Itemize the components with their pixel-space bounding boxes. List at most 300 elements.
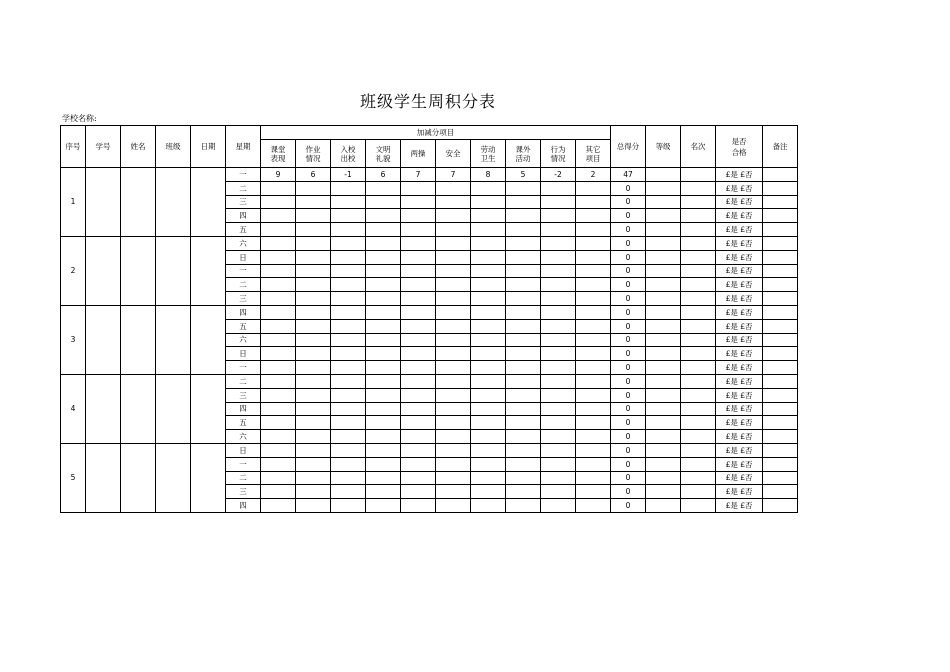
score-cell[interactable] [296, 374, 331, 388]
score-cell[interactable] [471, 250, 506, 264]
remark-cell[interactable] [763, 305, 798, 319]
score-cell[interactable] [261, 333, 296, 347]
student-id-cell[interactable] [86, 305, 121, 374]
remark-cell[interactable] [763, 416, 798, 430]
grade-cell[interactable] [646, 181, 681, 195]
score-cell[interactable] [331, 457, 366, 471]
score-cell[interactable] [471, 195, 506, 209]
score-cell[interactable] [436, 181, 471, 195]
pass-checkbox-cell[interactable]: £是 £否 [716, 388, 763, 402]
score-cell[interactable] [541, 361, 576, 375]
grade-cell[interactable] [646, 402, 681, 416]
score-cell[interactable] [471, 305, 506, 319]
grade-cell[interactable] [646, 430, 681, 444]
score-cell[interactable] [471, 264, 506, 278]
score-cell[interactable] [401, 209, 436, 223]
remark-cell[interactable] [763, 195, 798, 209]
pass-checkbox-cell[interactable]: £是 £否 [716, 195, 763, 209]
score-cell[interactable] [296, 292, 331, 306]
score-cell[interactable] [436, 209, 471, 223]
score-cell[interactable] [576, 181, 611, 195]
score-cell[interactable] [506, 223, 541, 237]
name-cell[interactable] [121, 374, 156, 443]
pass-checkbox-cell[interactable]: £是 £否 [716, 443, 763, 457]
rank-cell[interactable] [681, 319, 716, 333]
score-cell[interactable] [331, 278, 366, 292]
score-cell[interactable] [366, 416, 401, 430]
grade-cell[interactable] [646, 278, 681, 292]
pass-checkbox-cell[interactable]: £是 £否 [716, 264, 763, 278]
grade-cell[interactable] [646, 292, 681, 306]
score-cell[interactable] [401, 347, 436, 361]
score-cell[interactable] [366, 333, 401, 347]
score-cell[interactable] [436, 195, 471, 209]
remark-cell[interactable] [763, 430, 798, 444]
pass-checkbox-cell[interactable]: £是 £否 [716, 485, 763, 499]
score-cell[interactable] [261, 305, 296, 319]
pass-checkbox-cell[interactable]: £是 £否 [716, 457, 763, 471]
grade-cell[interactable] [646, 223, 681, 237]
score-cell[interactable] [331, 374, 366, 388]
score-cell[interactable] [296, 347, 331, 361]
rank-cell[interactable] [681, 402, 716, 416]
remark-cell[interactable] [763, 250, 798, 264]
remark-cell[interactable] [763, 264, 798, 278]
score-cell[interactable] [331, 402, 366, 416]
score-cell[interactable] [506, 471, 541, 485]
score-cell[interactable] [401, 278, 436, 292]
score-cell[interactable] [541, 181, 576, 195]
remark-cell[interactable] [763, 388, 798, 402]
student-id-cell[interactable] [86, 168, 121, 237]
grade-cell[interactable] [646, 264, 681, 278]
score-cell[interactable] [261, 443, 296, 457]
score-cell[interactable] [261, 195, 296, 209]
rank-cell[interactable] [681, 278, 716, 292]
score-cell[interactable] [296, 305, 331, 319]
date-cell[interactable] [191, 168, 226, 237]
grade-cell[interactable] [646, 236, 681, 250]
score-cell[interactable] [471, 430, 506, 444]
name-cell[interactable] [121, 443, 156, 512]
rank-cell[interactable] [681, 485, 716, 499]
score-cell[interactable] [436, 443, 471, 457]
score-cell[interactable] [366, 402, 401, 416]
score-cell[interactable] [296, 250, 331, 264]
score-cell[interactable] [366, 457, 401, 471]
score-cell[interactable] [296, 471, 331, 485]
name-cell[interactable] [121, 168, 156, 237]
score-cell[interactable] [541, 347, 576, 361]
score-cell[interactable] [366, 278, 401, 292]
score-cell[interactable] [296, 457, 331, 471]
score-cell[interactable]: 6 [366, 168, 401, 182]
pass-checkbox-cell[interactable]: £是 £否 [716, 292, 763, 306]
score-cell[interactable] [401, 319, 436, 333]
class-cell[interactable] [156, 443, 191, 512]
score-cell[interactable] [261, 347, 296, 361]
score-cell[interactable] [331, 209, 366, 223]
score-cell[interactable] [331, 250, 366, 264]
score-cell[interactable] [506, 361, 541, 375]
score-cell[interactable] [576, 402, 611, 416]
score-cell[interactable] [471, 236, 506, 250]
score-cell[interactable] [471, 402, 506, 416]
score-cell[interactable] [401, 333, 436, 347]
score-cell[interactable] [261, 264, 296, 278]
score-cell[interactable] [541, 457, 576, 471]
pass-checkbox-cell[interactable]: £是 £否 [716, 278, 763, 292]
score-cell[interactable] [436, 430, 471, 444]
score-cell[interactable] [401, 485, 436, 499]
score-cell[interactable] [506, 195, 541, 209]
score-cell[interactable] [471, 292, 506, 306]
score-cell[interactable] [576, 264, 611, 278]
score-cell[interactable] [506, 333, 541, 347]
rank-cell[interactable] [681, 430, 716, 444]
score-cell[interactable] [366, 181, 401, 195]
class-cell[interactable] [156, 305, 191, 374]
score-cell[interactable] [506, 236, 541, 250]
student-id-cell[interactable] [86, 443, 121, 512]
score-cell[interactable] [296, 264, 331, 278]
remark-cell[interactable] [763, 278, 798, 292]
score-cell[interactable]: 5 [506, 168, 541, 182]
score-cell[interactable] [471, 471, 506, 485]
remark-cell[interactable] [763, 402, 798, 416]
score-cell[interactable] [471, 416, 506, 430]
score-cell[interactable] [366, 361, 401, 375]
score-cell[interactable] [401, 430, 436, 444]
score-cell[interactable] [506, 499, 541, 513]
score-cell[interactable] [366, 236, 401, 250]
score-cell[interactable] [436, 347, 471, 361]
score-cell[interactable] [436, 416, 471, 430]
score-cell[interactable]: 7 [401, 168, 436, 182]
score-cell[interactable] [296, 430, 331, 444]
score-cell[interactable] [296, 223, 331, 237]
score-cell[interactable]: 2 [576, 168, 611, 182]
score-cell[interactable]: -1 [331, 168, 366, 182]
rank-cell[interactable] [681, 209, 716, 223]
remark-cell[interactable] [763, 236, 798, 250]
class-cell[interactable] [156, 168, 191, 237]
score-cell[interactable] [471, 361, 506, 375]
score-cell[interactable] [436, 374, 471, 388]
score-cell[interactable] [366, 264, 401, 278]
score-cell[interactable] [366, 319, 401, 333]
score-cell[interactable] [541, 319, 576, 333]
grade-cell[interactable] [646, 195, 681, 209]
pass-checkbox-cell[interactable]: £是 £否 [716, 430, 763, 444]
score-cell[interactable] [576, 430, 611, 444]
score-cell[interactable] [401, 264, 436, 278]
score-cell[interactable] [401, 250, 436, 264]
score-cell[interactable] [366, 347, 401, 361]
score-cell[interactable] [436, 278, 471, 292]
score-cell[interactable] [506, 374, 541, 388]
score-cell[interactable] [261, 471, 296, 485]
rank-cell[interactable] [681, 457, 716, 471]
rank-cell[interactable] [681, 305, 716, 319]
score-cell[interactable] [366, 223, 401, 237]
score-cell[interactable] [261, 236, 296, 250]
pass-checkbox-cell[interactable]: £是 £否 [716, 416, 763, 430]
grade-cell[interactable] [646, 416, 681, 430]
score-cell[interactable] [296, 388, 331, 402]
score-cell[interactable] [261, 223, 296, 237]
score-cell[interactable] [506, 416, 541, 430]
score-cell[interactable] [506, 319, 541, 333]
pass-checkbox-cell[interactable]: £是 £否 [716, 471, 763, 485]
score-cell[interactable] [576, 305, 611, 319]
score-cell[interactable] [506, 402, 541, 416]
score-cell[interactable] [471, 499, 506, 513]
score-cell[interactable] [331, 499, 366, 513]
score-cell[interactable] [576, 471, 611, 485]
score-cell[interactable] [576, 195, 611, 209]
score-cell[interactable] [436, 333, 471, 347]
rank-cell[interactable] [681, 374, 716, 388]
rank-cell[interactable] [681, 168, 716, 182]
score-cell[interactable] [331, 333, 366, 347]
score-cell[interactable] [401, 223, 436, 237]
score-cell[interactable] [436, 264, 471, 278]
score-cell[interactable] [366, 374, 401, 388]
score-cell[interactable] [261, 278, 296, 292]
score-cell[interactable] [576, 374, 611, 388]
score-cell[interactable] [401, 471, 436, 485]
remark-cell[interactable] [763, 347, 798, 361]
score-cell[interactable] [541, 305, 576, 319]
score-cell[interactable] [261, 361, 296, 375]
score-cell[interactable] [261, 499, 296, 513]
pass-checkbox-cell[interactable]: £是 £否 [716, 361, 763, 375]
score-cell[interactable] [296, 236, 331, 250]
score-cell[interactable] [471, 485, 506, 499]
score-cell[interactable]: 9 [261, 168, 296, 182]
score-cell[interactable] [576, 250, 611, 264]
score-cell[interactable] [331, 236, 366, 250]
score-cell[interactable] [471, 374, 506, 388]
rank-cell[interactable] [681, 181, 716, 195]
grade-cell[interactable] [646, 485, 681, 499]
remark-cell[interactable] [763, 374, 798, 388]
score-cell[interactable] [541, 264, 576, 278]
remark-cell[interactable] [763, 223, 798, 237]
score-cell[interactable] [541, 374, 576, 388]
pass-checkbox-cell[interactable]: £是 £否 [716, 236, 763, 250]
score-cell[interactable] [471, 209, 506, 223]
date-cell[interactable] [191, 374, 226, 443]
grade-cell[interactable] [646, 374, 681, 388]
score-cell[interactable] [541, 430, 576, 444]
score-cell[interactable]: 8 [471, 168, 506, 182]
score-cell[interactable] [401, 236, 436, 250]
pass-checkbox-cell[interactable]: £是 £否 [716, 402, 763, 416]
score-cell[interactable] [506, 181, 541, 195]
score-cell[interactable] [331, 181, 366, 195]
score-cell[interactable] [576, 278, 611, 292]
score-cell[interactable] [296, 485, 331, 499]
score-cell[interactable] [296, 209, 331, 223]
score-cell[interactable] [436, 388, 471, 402]
score-cell[interactable] [296, 333, 331, 347]
score-cell[interactable] [436, 292, 471, 306]
score-cell[interactable] [401, 305, 436, 319]
score-cell[interactable] [331, 430, 366, 444]
score-cell[interactable] [576, 223, 611, 237]
score-cell[interactable] [436, 305, 471, 319]
rank-cell[interactable] [681, 499, 716, 513]
score-cell[interactable] [576, 388, 611, 402]
score-cell[interactable] [436, 471, 471, 485]
score-cell[interactable] [331, 443, 366, 457]
score-cell[interactable] [471, 457, 506, 471]
remark-cell[interactable] [763, 471, 798, 485]
rank-cell[interactable] [681, 264, 716, 278]
remark-cell[interactable] [763, 485, 798, 499]
pass-checkbox-cell[interactable]: £是 £否 [716, 209, 763, 223]
rank-cell[interactable] [681, 443, 716, 457]
score-cell[interactable] [506, 388, 541, 402]
grade-cell[interactable] [646, 388, 681, 402]
score-cell[interactable] [331, 485, 366, 499]
score-cell[interactable] [261, 388, 296, 402]
grade-cell[interactable] [646, 305, 681, 319]
score-cell[interactable] [366, 485, 401, 499]
score-cell[interactable] [331, 305, 366, 319]
grade-cell[interactable] [646, 333, 681, 347]
score-cell[interactable] [366, 305, 401, 319]
score-cell[interactable] [506, 264, 541, 278]
grade-cell[interactable] [646, 250, 681, 264]
rank-cell[interactable] [681, 223, 716, 237]
score-cell[interactable] [576, 416, 611, 430]
score-cell[interactable] [366, 250, 401, 264]
score-cell[interactable] [366, 209, 401, 223]
score-cell[interactable]: -2 [541, 168, 576, 182]
score-cell[interactable] [541, 416, 576, 430]
remark-cell[interactable] [763, 181, 798, 195]
student-id-cell[interactable] [86, 374, 121, 443]
score-cell[interactable] [541, 485, 576, 499]
score-cell[interactable] [331, 292, 366, 306]
score-cell[interactable] [261, 430, 296, 444]
score-cell[interactable] [401, 195, 436, 209]
score-cell[interactable] [576, 319, 611, 333]
score-cell[interactable] [576, 443, 611, 457]
score-cell[interactable]: 6 [296, 168, 331, 182]
score-cell[interactable] [366, 388, 401, 402]
score-cell[interactable] [541, 209, 576, 223]
score-cell[interactable] [576, 333, 611, 347]
name-cell[interactable] [121, 305, 156, 374]
score-cell[interactable] [541, 471, 576, 485]
score-cell[interactable] [576, 292, 611, 306]
score-cell[interactable] [541, 499, 576, 513]
score-cell[interactable] [436, 485, 471, 499]
name-cell[interactable] [121, 236, 156, 305]
remark-cell[interactable] [763, 292, 798, 306]
remark-cell[interactable] [763, 443, 798, 457]
score-cell[interactable] [541, 443, 576, 457]
date-cell[interactable] [191, 443, 226, 512]
pass-checkbox-cell[interactable]: £是 £否 [716, 168, 763, 182]
score-cell[interactable] [576, 361, 611, 375]
score-cell[interactable] [331, 416, 366, 430]
score-cell[interactable] [366, 471, 401, 485]
score-cell[interactable] [331, 195, 366, 209]
score-cell[interactable] [296, 402, 331, 416]
score-cell[interactable] [401, 361, 436, 375]
rank-cell[interactable] [681, 416, 716, 430]
score-cell[interactable] [541, 223, 576, 237]
grade-cell[interactable] [646, 457, 681, 471]
score-cell[interactable] [366, 443, 401, 457]
score-cell[interactable] [471, 319, 506, 333]
score-cell[interactable] [401, 374, 436, 388]
class-cell[interactable] [156, 374, 191, 443]
rank-cell[interactable] [681, 347, 716, 361]
score-cell[interactable] [436, 319, 471, 333]
rank-cell[interactable] [681, 292, 716, 306]
grade-cell[interactable] [646, 499, 681, 513]
score-cell[interactable] [296, 416, 331, 430]
score-cell[interactable] [401, 416, 436, 430]
score-cell[interactable] [576, 236, 611, 250]
pass-checkbox-cell[interactable]: £是 £否 [716, 319, 763, 333]
rank-cell[interactable] [681, 388, 716, 402]
score-cell[interactable] [506, 443, 541, 457]
score-cell[interactable] [331, 264, 366, 278]
score-cell[interactable] [576, 209, 611, 223]
score-cell[interactable] [436, 402, 471, 416]
score-cell[interactable] [471, 443, 506, 457]
score-cell[interactable] [471, 181, 506, 195]
score-cell[interactable] [331, 361, 366, 375]
remark-cell[interactable] [763, 209, 798, 223]
score-cell[interactable] [296, 443, 331, 457]
score-cell[interactable] [401, 499, 436, 513]
score-cell[interactable] [576, 457, 611, 471]
score-cell[interactable] [331, 319, 366, 333]
score-cell[interactable] [436, 457, 471, 471]
score-cell[interactable] [331, 223, 366, 237]
rank-cell[interactable] [681, 471, 716, 485]
grade-cell[interactable] [646, 443, 681, 457]
grade-cell[interactable] [646, 168, 681, 182]
score-cell[interactable] [436, 236, 471, 250]
score-cell[interactable] [366, 292, 401, 306]
score-cell[interactable] [401, 292, 436, 306]
score-cell[interactable] [296, 319, 331, 333]
score-cell[interactable] [261, 416, 296, 430]
score-cell[interactable] [261, 457, 296, 471]
score-cell[interactable] [576, 485, 611, 499]
score-cell[interactable] [541, 388, 576, 402]
grade-cell[interactable] [646, 347, 681, 361]
score-cell[interactable] [401, 402, 436, 416]
score-cell[interactable] [401, 457, 436, 471]
score-cell[interactable] [296, 499, 331, 513]
score-cell[interactable] [506, 250, 541, 264]
score-cell[interactable] [261, 292, 296, 306]
score-cell[interactable] [541, 250, 576, 264]
date-cell[interactable] [191, 236, 226, 305]
score-cell[interactable] [261, 250, 296, 264]
grade-cell[interactable] [646, 319, 681, 333]
